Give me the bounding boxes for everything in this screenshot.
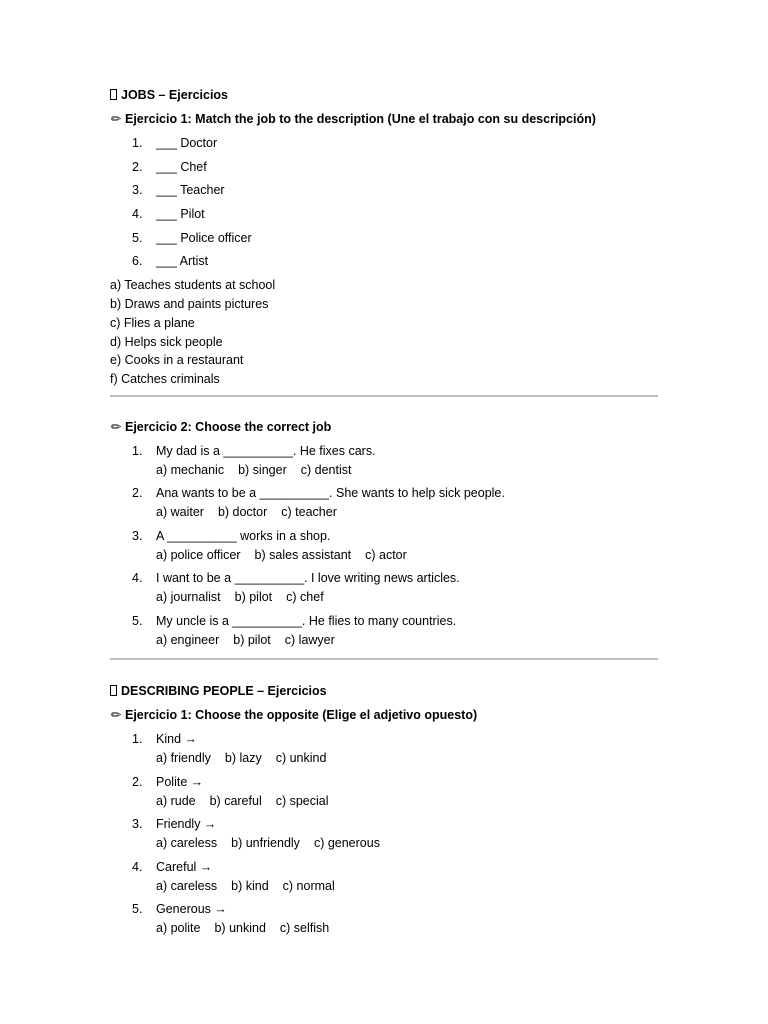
list-item (110, 181, 658, 205)
option-a: a) careless (156, 836, 218, 851)
item-text: ___ Police officer (156, 230, 252, 245)
jobs-section-title (110, 86, 658, 110)
answer-options (156, 588, 658, 607)
answer-options (156, 792, 658, 811)
jobs-ex1-title-text: Ejercicio 1: Match the job to the description (Une el trabajo con su descripción) (125, 112, 596, 126)
option-a: a) careless (156, 878, 218, 893)
item-text: ___ Artist (156, 254, 209, 269)
list-item (110, 569, 658, 612)
description-item: e) Cooks in a restaurant (110, 353, 244, 368)
option-c: c) normal (282, 878, 335, 893)
answer-options (156, 919, 658, 938)
description-item: a) Teaches students at school (110, 278, 276, 293)
people-section-title (110, 682, 658, 706)
list-item (110, 900, 658, 943)
list-item (110, 205, 658, 229)
list-item (110, 442, 658, 485)
option-c: c) chef (286, 590, 324, 605)
option-a: a) friendly (156, 751, 211, 766)
people-exercise-1-title (110, 706, 658, 730)
question-text: Friendly → (156, 817, 217, 832)
answer-options (156, 461, 658, 480)
pencil-icon: ✏ (110, 708, 122, 723)
list-item (110, 730, 658, 773)
list-item (110, 158, 658, 182)
option-c: c) generous (313, 836, 380, 851)
item-text: ___ Doctor (156, 136, 218, 150)
option-b: b) unkind (214, 921, 266, 936)
option-c: c) dentist (300, 462, 352, 477)
option-a: a) mechanic (156, 462, 225, 477)
answer-options (156, 546, 658, 565)
item-number: 3. (132, 528, 143, 543)
jobs-title-text: JOBS – Ejercicios (121, 88, 229, 102)
list-item (110, 484, 658, 527)
answer-options (156, 749, 658, 768)
option-b: b) unfriendly (231, 836, 300, 851)
option-b: b) pilot (233, 632, 271, 647)
option-b: b) careful (209, 793, 262, 808)
item-number: 5. (132, 230, 143, 245)
option-b: b) lazy (224, 751, 262, 766)
option-a: a) waiter (156, 505, 204, 520)
description-item: f) Catches criminals (110, 372, 220, 387)
option-a: a) police officer (156, 547, 241, 562)
list-item (110, 612, 658, 655)
list-item (110, 134, 658, 158)
option-a: a) journalist (156, 590, 221, 605)
item-number: 5. (132, 613, 143, 628)
item-text: ___ Teacher (156, 183, 225, 198)
question-text: Careful → (156, 859, 213, 874)
answer-options (156, 877, 658, 896)
item-number: 6. (132, 254, 143, 269)
question-text: My dad is a __________. He fixes cars. (156, 443, 376, 458)
section-divider (110, 395, 658, 397)
list-item (110, 252, 658, 276)
option-b: b) sales assistant (254, 547, 352, 562)
question-text: Polite → (156, 774, 204, 789)
pencil-icon: ✏ (110, 419, 122, 434)
missing-glyph-icon (110, 685, 117, 696)
item-text: ___ Chef (156, 159, 207, 174)
item-number: 3. (132, 183, 143, 198)
description-item: c) Flies a plane (110, 315, 195, 330)
option-c: c) teacher (281, 505, 337, 520)
people-title-text: DESCRIBING PEOPLE – Ejercicios (121, 684, 327, 699)
question-text: Kind → (156, 732, 197, 747)
item-number: 1. (132, 732, 143, 747)
description-item: b) Draws and paints pictures (110, 296, 269, 311)
answer-options (156, 631, 658, 650)
list-item (110, 773, 658, 816)
question-text: A __________ works in a shop. (156, 528, 331, 543)
item-number: 4. (132, 571, 143, 586)
jobs-choice-list (110, 442, 658, 655)
item-number: 4. (132, 207, 143, 222)
item-number: 3. (132, 817, 143, 832)
answer-options (156, 834, 658, 853)
option-c: c) special (275, 793, 329, 808)
question-text: Generous → (156, 902, 227, 917)
description-item: d) Helps sick people (110, 334, 223, 349)
jobs-ex2-title-text: Ejercicio 2: Choose the correct job (125, 419, 332, 434)
section-divider (110, 658, 658, 660)
option-c: c) unkind (275, 751, 327, 766)
option-b: b) kind (231, 878, 269, 893)
jobs-match-list (110, 134, 658, 276)
item-number: 4. (132, 859, 143, 874)
people-ex1-title-text: Ejercicio 1: Choose the opposite (Elige el adjetivo opuesto) (125, 708, 478, 723)
question-text: I want to be a __________. I love writing news articles. (156, 571, 460, 586)
item-number: 1. (132, 443, 143, 458)
jobs-exercise-1-title (110, 110, 658, 134)
option-b: b) doctor (217, 505, 268, 520)
list-item (110, 527, 658, 570)
question-text: My uncle is a __________. He flies to many countries. (156, 613, 457, 628)
item-number: 2. (132, 486, 143, 501)
list-item (110, 858, 658, 901)
option-c: c) actor (365, 547, 407, 562)
answer-options (156, 503, 658, 522)
option-b: b) pilot (234, 590, 273, 605)
jobs-description-list (110, 276, 658, 389)
option-c: c) selfish (279, 921, 330, 936)
people-choice-list (110, 730, 658, 943)
option-a: a) polite (156, 921, 201, 936)
missing-glyph-icon (110, 89, 117, 100)
item-number: 5. (132, 902, 143, 917)
pencil-icon: ✏ (110, 112, 122, 126)
item-number: 2. (132, 159, 143, 174)
jobs-exercise-2-title (110, 418, 658, 442)
option-a: a) rude (156, 793, 196, 808)
item-text: ___ Pilot (156, 207, 205, 222)
question-text: Ana wants to be a __________. She wants to help sick people. (156, 486, 505, 501)
list-item (110, 815, 658, 858)
document-content (110, 86, 658, 943)
list-item (110, 229, 658, 253)
item-number: 1. (132, 136, 143, 150)
option-b: b) singer (238, 462, 287, 477)
item-number: 2. (132, 774, 143, 789)
option-a: a) engineer (156, 632, 220, 647)
option-c: c) lawyer (284, 632, 335, 647)
